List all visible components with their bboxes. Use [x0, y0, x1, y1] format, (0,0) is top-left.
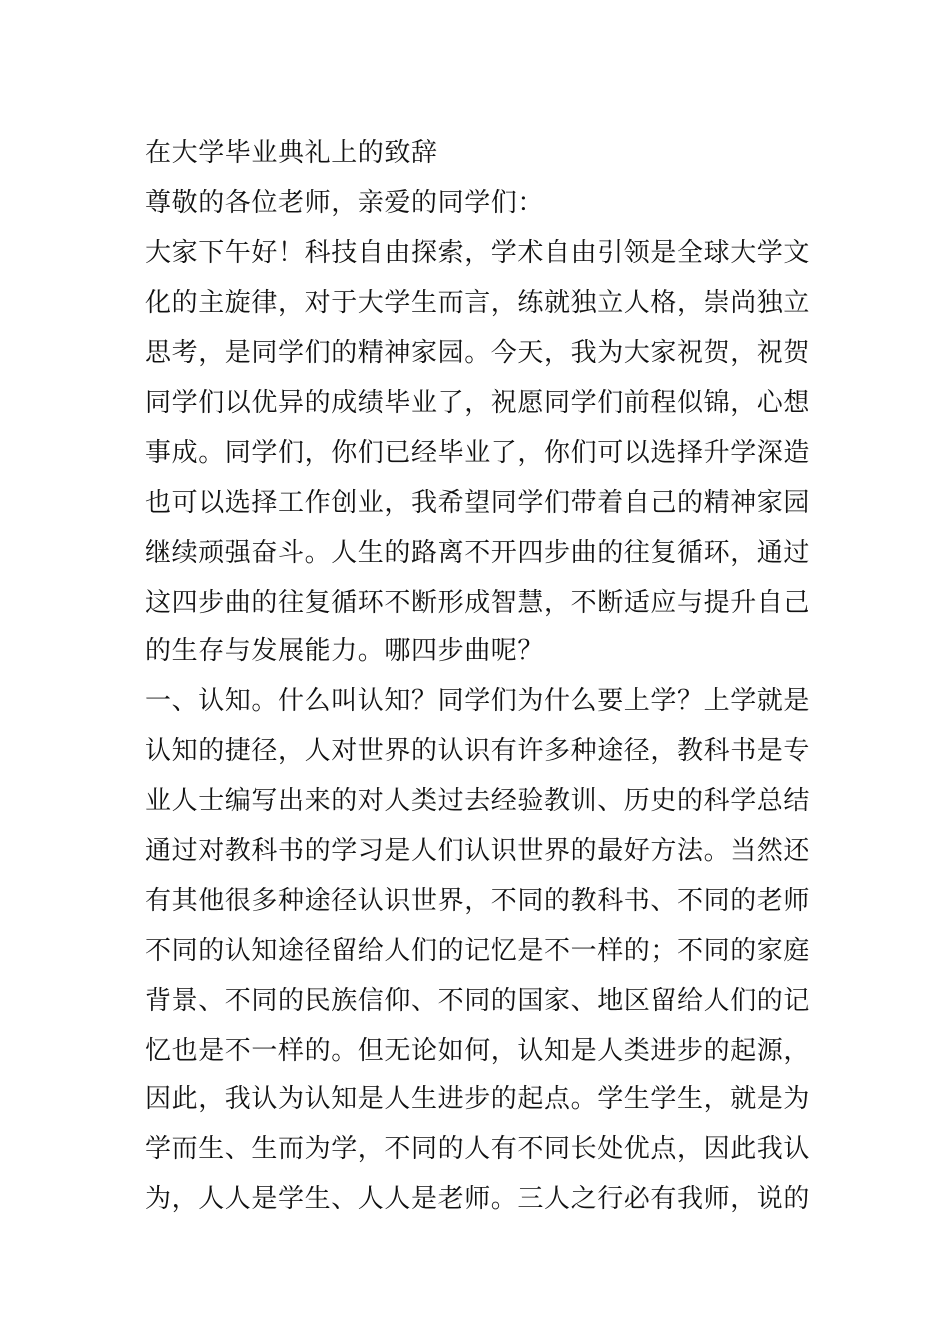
- text-line: 也可以选择工作创业，我希望同学们带着自己的精神家园: [145, 488, 811, 518]
- text-line: 因此，我认为认知是人生进步的起点。学生学生，就是为: [145, 1084, 811, 1114]
- text-line: 认知的捷径，人对世界的认识有许多种途径，教科书是专: [145, 736, 811, 766]
- text-line: 大家下午好！科技自由探索，学术自由引领是全球大学文: [145, 238, 811, 268]
- text-line: 事成。同学们，你们已经毕业了，你们可以选择升学深造: [145, 438, 811, 468]
- text-line: 思考，是同学们的精神家园。今天，我为大家祝贺，祝贺: [145, 338, 811, 368]
- text-line: 继续顽强奋斗。人生的路离不开四步曲的往复循环，通过: [145, 538, 811, 568]
- text-line: 业人士编写出来的对人类过去经验教训、历史的科学总结: [145, 786, 811, 816]
- text-line: 忆也是不一样的。但无论如何，认知是人类进步的起源，: [145, 1036, 811, 1066]
- document-title: 在大学毕业典礼上的致辞: [145, 138, 438, 168]
- text-line: 为，人人是学生、人人是老师。三人之行必有我师，说的: [145, 1184, 811, 1214]
- text-line: 不同的认知途径留给人们的记忆是不一样的；不同的家庭: [145, 936, 811, 966]
- salutation: 尊敬的各位老师，亲爱的同学们：: [145, 188, 545, 218]
- text-line: 一、认知。什么叫认知？同学们为什么要上学？上学就是: [145, 686, 811, 716]
- text-line: 学而生、生而为学，不同的人有不同长处优点，因此我认: [145, 1134, 811, 1164]
- text-line: 有其他很多种途径认识世界，不同的教科书、不同的老师: [145, 886, 811, 916]
- text-line: 的生存与发展能力。哪四步曲呢？: [145, 636, 545, 666]
- text-line: 通过对教科书的学习是人们认识世界的最好方法。当然还: [145, 836, 811, 866]
- text-line: 背景、不同的民族信仰、不同的国家、地区留给人们的记: [145, 986, 811, 1016]
- text-line: 化的主旋律，对于大学生而言，练就独立人格，崇尚独立: [145, 288, 811, 318]
- text-line: 同学们以优异的成绩毕业了，祝愿同学们前程似锦，心想: [145, 388, 811, 418]
- text-line: 这四步曲的往复循环不断形成智慧，不断适应与提升自己: [145, 588, 811, 618]
